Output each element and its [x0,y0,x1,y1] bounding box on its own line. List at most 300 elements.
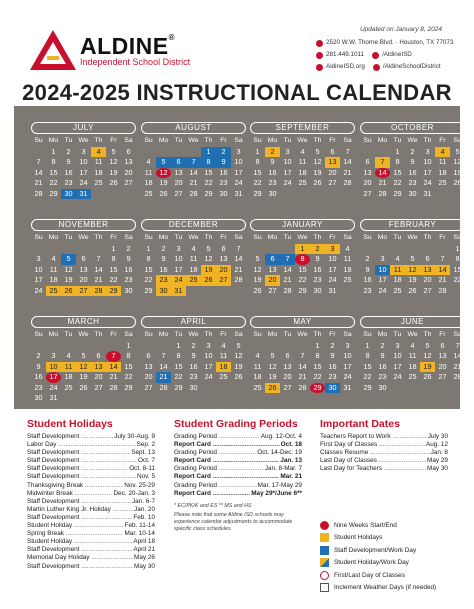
date-cell: 16 [268,167,277,177]
date-cell: 18 [64,372,73,381]
date-cell: 23 [408,178,417,187]
grading-note-2: Please note that some Aldine ISD schools may experience calendar adjustments to accommodate specific class schedules. [174,511,293,532]
date-cell: 6 [171,157,186,168]
date-cell: 14 [189,167,198,177]
date-cell: 26 [109,178,118,187]
date-cell: 26 [159,188,168,198]
date-cell: 13 [438,351,447,360]
date-cell: 14 [343,157,352,166]
date-cell: 8 [255,157,260,166]
date-cell: 6 [221,243,226,253]
list-item [27,554,155,562]
day-name: Sa [453,137,462,144]
item-date: Jan. 6-7 [131,497,155,505]
date-cell: 6 [365,157,370,166]
item-date: May 30 [427,465,448,473]
date-cell: 23 [34,382,43,392]
day-name: Tu [393,331,402,338]
date-cell: 19 [64,275,73,284]
empty-cell [156,341,171,352]
day-name: Th [204,137,213,144]
date-cell: 15 [204,167,213,177]
date-cell: 29 [253,188,262,198]
date-cell: 8 [295,254,310,265]
phone[interactable]: 281.449.1011 [326,51,365,58]
date-cell: 6 [126,146,131,156]
date-cell: 26 [453,178,462,187]
facebook-icon [373,64,380,71]
date-cell: 30 [268,188,277,198]
date-cell: 7 [455,340,460,350]
list-item [27,441,155,449]
item-label: Midwinter Break ..... [27,490,112,498]
date-cell: 24 [393,372,402,381]
date-cell: 10 [393,351,402,360]
grading-periods-section [174,418,302,533]
date-cell: 5 [156,157,171,168]
empty-cell [31,244,46,255]
date-cell: 29 [124,382,133,392]
day-name: Fr [220,137,227,144]
day-name: Sa [124,234,133,241]
date-cell: 18 [49,275,58,284]
month-march [31,316,136,404]
item-label: Labor Day ..... [27,441,136,449]
list-item [320,441,448,449]
date-cell: 6 [81,254,86,263]
day-name: Tu [174,137,183,144]
month-grid [250,136,355,199]
date-cell: 15 [124,361,133,371]
date-cell: 23 [124,275,133,284]
day-name: Mo [48,137,59,144]
date-cell: 3 [81,146,86,156]
date-cell: 3 [176,243,181,253]
date-cell: 20 [438,361,447,371]
item-date: April 21 [133,546,155,554]
date-cell: 22 [363,372,372,381]
date-cell: 12 [453,157,462,166]
date-cell: 31 [343,382,352,392]
date-cell: 30 [313,285,322,295]
date-cell: 19 [253,275,262,284]
date-cell: 10 [34,264,43,274]
date-cell: 28 [298,382,307,392]
student-holidays-title: Student Holidays [27,418,113,430]
legend-item [320,544,460,557]
date-cell: 4 [395,254,400,263]
date-cell: 23 [328,372,337,381]
empty-cell [31,341,46,352]
date-cell: 19 [313,167,322,177]
date-cell: 29 [49,188,58,198]
day-name: We [297,137,308,144]
date-cell: 4 [191,243,196,253]
empty-cell [280,244,295,255]
month-grid [141,136,246,199]
list-item [27,546,155,554]
list-item [27,449,155,457]
item-label: Grading Period ..... [174,449,256,457]
date-cell: 16 [408,167,417,177]
date-cell: 28 [234,275,243,284]
date-cell: 21 [34,178,43,187]
month-grid [360,330,465,393]
date-cell: 23 [64,178,73,187]
website[interactable]: AldineISD.org [326,63,365,70]
date-cell: 8 [146,254,151,263]
empty-cell [31,147,46,158]
date-cell: 23 [268,178,277,187]
date-cell: 7 [236,243,241,253]
date-cell: 10 [343,351,352,360]
date-cell: 26 [253,285,262,295]
day-name: Tu [174,331,183,338]
item-date: Feb. 10 [133,513,155,521]
date-cell: 2 [410,146,415,156]
twitter-handle[interactable]: /AldineISD [382,51,412,58]
item-date: May 26 [134,554,155,562]
date-cell: 10 [79,157,88,166]
date-cell: 14 [375,168,390,179]
date-cell: 2 [161,243,166,253]
date-cell: 2 [36,351,41,360]
date-cell: 17 [378,275,387,284]
day-name: Sa [453,234,462,241]
date-cell: 7 [345,146,350,156]
day-name: Mo [267,234,278,241]
date-cell: 27 [94,382,103,392]
date-cell: 14 [435,265,450,276]
date-cell: 5 [206,243,211,253]
month-grid [141,233,246,296]
date-cell: 5 [410,254,415,263]
date-cell: 14 [283,264,292,274]
month-may [250,316,355,393]
list-item [27,563,155,571]
day-name: Su [253,234,262,241]
date-cell: 28 [159,382,168,392]
list-item [27,457,155,465]
date-cell: 12 [109,157,118,166]
item-date: Oct. 7 [137,457,155,465]
item-date: May 29*/June 6** [251,489,302,497]
date-cell: 11 [438,157,447,166]
item-label: Staff Development ..... [27,498,131,506]
date-cell: 12 [234,351,243,360]
date-cell: 31 [76,189,91,200]
date-cell: 19 [159,178,168,187]
date-cell: 29 [204,188,213,198]
empty-cell [250,244,265,255]
date-cell: 20 [144,372,153,381]
date-cell: 30 [189,382,198,392]
date-cell: 13 [174,167,183,177]
item-label: Martin Luther King Jr. Holiday ..... [27,506,133,514]
date-cell: 6 [146,351,151,360]
date-cell: 18 [253,372,262,381]
date-cell: 28 [453,372,462,381]
date-cell: 25 [408,372,417,381]
date-cell: 19 [268,372,277,381]
date-cell: 16 [124,264,133,274]
month-header: FEBRUARY [360,219,465,231]
date-cell: 21 [378,178,387,187]
date-cell: 30 [61,189,76,200]
date-cell: 29 [144,285,153,295]
date-cell: 16 [363,275,372,284]
empty-cell [106,341,121,352]
date-cell: 4 [410,340,415,350]
date-cell: 6 [330,146,335,156]
brand-name: ALDINE® [80,33,176,59]
date-cell: 25 [438,178,447,187]
date-cell: 9 [330,351,335,360]
empty-cell [280,341,295,352]
date-cell: 18 [144,178,153,187]
date-cell: 15 [144,264,153,274]
day-name: Fr [439,331,446,338]
day-name: Th [313,234,322,241]
date-cell: 27 [144,382,153,392]
date-cell: 14 [159,361,168,371]
date-cell: 28 [34,188,43,198]
month-september [250,122,355,199]
date-cell: 8 [126,351,131,360]
day-name: Th [204,234,213,241]
list-item [27,490,155,498]
date-cell: 15 [298,264,307,274]
item-label: Staff Development ..... [27,473,136,481]
day-name: Tu [283,234,292,241]
item-label: Staff Development ..... [27,514,132,522]
date-cell: 1 [295,244,310,255]
date-cell: 10 [174,254,183,263]
date-cell: 16 [159,264,168,274]
date-cell: 11 [189,254,198,263]
day-name: Mo [48,234,59,241]
date-cell: 24 [79,178,88,187]
list-item [27,482,155,490]
date-cell: 18 [408,361,417,371]
date-cell: 14 [94,264,103,274]
legend-swatch-icon [320,533,329,542]
date-cell: 25 [343,275,352,284]
day-name: Mo [48,331,59,338]
day-name: Su [34,331,43,338]
date-cell: 5 [315,146,320,156]
phone-icon [316,52,323,59]
day-name: Tu [283,331,292,338]
day-name: Fr [110,234,117,241]
date-cell: 2 [310,244,325,255]
item-date: Aug. 12-Oct. 4 [260,433,302,440]
date-cell: 20 [216,265,231,276]
date-cell: 11 [298,157,307,166]
date-cell: 27 [124,178,133,187]
date-cell: 26 [313,178,322,187]
facebook-handle[interactable]: /AldineSchoolDistrict [382,63,441,70]
date-cell: 24 [343,372,352,381]
date-cell: 11 [49,264,58,274]
month-grid [250,233,355,296]
day-name: Tu [64,137,73,144]
date-cell: 18 [94,167,103,177]
legend [320,519,460,594]
date-cell: 21 [343,167,352,177]
date-cell: 28 [283,285,292,295]
item-label: Staff Development ..... [27,457,137,465]
day-name: Fr [439,234,446,241]
date-cell: 9 [410,157,415,166]
date-cell: 10 [283,157,292,166]
legend-label: Staff Development/Work Day [334,546,417,554]
day-name: Sa [343,331,352,338]
empty-cell [61,341,76,352]
date-cell: 27 [268,285,277,295]
item-date: July 30 [427,433,448,440]
day-name: Sa [234,234,243,241]
date-cell: 10 [328,254,337,263]
date-cell: 27 [76,286,91,297]
empty-cell [171,147,186,158]
item-date: Jan. 20 [134,505,155,513]
month-february [360,219,465,296]
empty-cell [375,147,390,158]
date-cell: 23 [378,372,387,381]
date-cell: 24 [378,285,387,295]
date-cell: 23 [189,372,198,381]
day-name: We [188,234,199,241]
date-cell: 1 [51,146,56,156]
date-cell: 15 [109,264,118,274]
date-cell: 15 [253,167,262,177]
date-cell: 20 [283,372,292,381]
day-name: Th [313,331,322,338]
item-label: Classes Resume ..... [320,449,430,457]
date-cell: 14 [34,167,43,177]
date-cell: 30 [378,382,387,392]
date-cell: 11 [144,167,153,177]
day-name: Tu [393,234,402,241]
empty-cell [76,341,91,352]
date-cell: 9 [126,254,131,263]
updated-date: Updated on January 8, 2024 [359,26,442,33]
date-cell: 1 [111,243,116,253]
empty-cell [250,341,265,352]
list-item [174,473,302,481]
day-name: Su [34,137,43,144]
date-cell: 10 [375,265,390,276]
date-cell: 22 [204,178,213,187]
date-cell: 5 [81,351,86,360]
date-cell: 22 [298,275,307,284]
list-item [320,433,448,441]
item-label: Staff Development ..... [27,563,133,571]
date-cell: 14 [106,362,121,373]
item-date: Mar. 10-14 [124,530,155,538]
legend-swatch-icon [320,571,329,580]
date-cell: 16 [64,167,73,177]
date-cell: 20 [328,167,337,177]
date-cell: 1 [395,146,400,156]
item-label: Report Card ..... [174,457,279,465]
date-cell: 4 [146,157,151,166]
date-cell: 28 [189,188,198,198]
month-header: JULY [31,122,136,134]
list-item [174,457,302,465]
empty-cell [186,147,201,158]
date-cell: 24 [171,275,186,286]
date-cell: 20 [423,275,432,284]
day-name: Mo [377,137,388,144]
month-grid [31,136,136,199]
day-name: Su [363,331,372,338]
date-cell: 2 [365,254,370,263]
date-cell: 8 [111,254,116,263]
day-name: Mo [267,137,278,144]
contact-info [316,37,454,73]
date-cell: 20 [363,178,372,187]
day-name: We [78,137,89,144]
day-name: Fr [220,331,227,338]
date-cell: 21 [109,372,118,381]
date-cell: 8 [365,351,370,360]
date-cell: 31 [171,286,186,297]
day-name: We [188,331,199,338]
item-date: Jan. 8-Mar. 7 [264,465,302,473]
date-cell: 10 [204,351,213,360]
date-cell: 1 [455,243,460,253]
date-cell: 20 [265,275,280,286]
date-cell: 19 [453,167,462,177]
date-cell: 2 [216,147,231,158]
date-cell: 9 [191,351,196,360]
date-cell: 4 [435,147,450,158]
day-name: Th [423,234,432,241]
day-name: Sa [343,234,352,241]
day-name: Th [94,331,103,338]
empty-cell [156,147,171,158]
date-cell: 23 [313,275,322,284]
day-name: Su [144,234,153,241]
date-cell: 3 [345,340,350,350]
day-name: Mo [377,234,388,241]
date-cell: 22 [253,178,262,187]
date-cell: 24 [234,178,243,187]
date-cell: 21 [156,372,171,383]
date-cell: 3 [285,146,290,156]
item-date: Aug. 12 [425,441,448,449]
page-title: 2024-2025 INSTRUCTIONAL CALENDAR [22,80,452,105]
date-cell: 26 [234,372,243,381]
date-cell: 12 [253,264,262,274]
empty-cell [141,341,156,352]
legend-swatch-icon [320,546,329,555]
month-grid [31,233,136,296]
date-cell: 17 [423,167,432,177]
month-july [31,122,136,199]
month-header: APRIL [141,316,246,328]
empty-cell [435,244,450,255]
date-cell: 15 [453,264,462,274]
item-date: July 30-Aug. 9 [114,433,155,440]
date-cell: 11 [253,361,262,371]
date-cell: 5 [255,254,260,263]
month-grid [360,233,465,296]
date-cell: 12 [156,168,171,179]
date-cell: 31 [49,393,58,402]
